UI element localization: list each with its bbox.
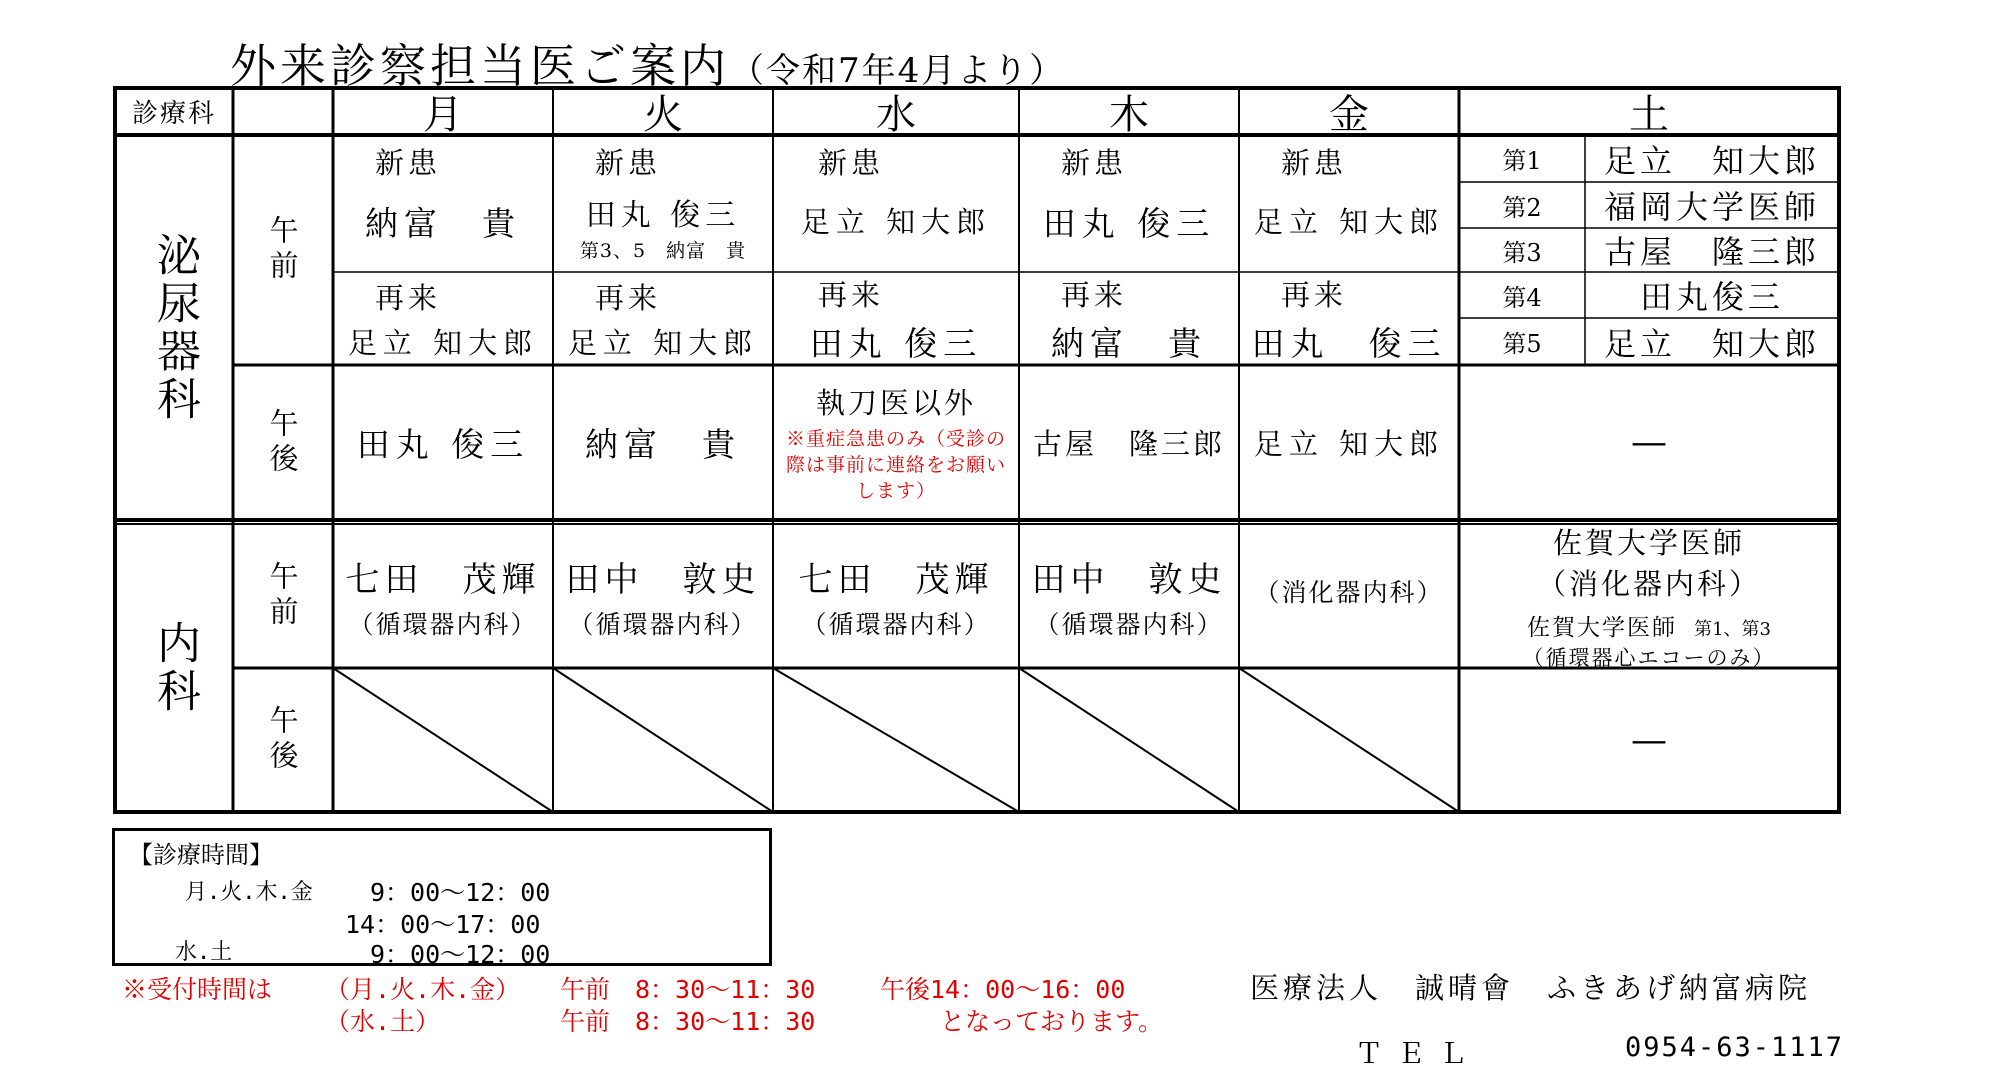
day-header-wed: 水 <box>876 92 916 138</box>
tag-new: 新患 <box>594 146 661 180</box>
tag-new: 新患 <box>817 146 884 180</box>
cell-uro-am-new-thu <box>1019 135 1239 272</box>
tag-return: 再来 <box>1060 277 1127 312</box>
sat-doctor-name: 田丸俊三 <box>1639 278 1784 316</box>
cell-uro-pm-fri: 足立 知大郎 <box>1253 427 1445 461</box>
tag-return: 再来 <box>594 280 661 315</box>
doctor-name: 田丸 俊三 <box>809 323 983 363</box>
doctor-name: 田丸 俊三 <box>1251 323 1447 363</box>
half-label-urology-am <box>233 135 333 365</box>
day-header-sat: 土 <box>1629 92 1669 138</box>
hours-time: 14：00〜17：00 <box>345 910 541 939</box>
dept-name-urology: 泌尿器科 <box>149 231 200 424</box>
specialty: （循環器内科） <box>348 609 538 639</box>
doctor-name: 七田 茂輝 <box>798 559 994 600</box>
tag-return: 再来 <box>817 277 884 312</box>
sat-week-label: 第4 <box>1502 283 1542 312</box>
doctor-note: 第3、5 納富 貴 <box>579 240 747 262</box>
reception-pm-1: 午後14：00〜16：00 <box>880 975 1126 1004</box>
dept-column-header: 診療科 <box>131 99 216 129</box>
cell-int-am-fri <box>1239 524 1459 668</box>
cell-int-am-thu <box>1019 524 1239 668</box>
specialty: （消化器内科） <box>1254 578 1444 607</box>
hours-days: 水.土 <box>175 940 233 965</box>
dept-label-urology <box>115 135 233 520</box>
reception-label: ※受付時間は <box>122 975 273 1004</box>
hours-title: 【診療時間】 <box>129 841 273 869</box>
dept-label-internal <box>115 524 233 812</box>
hours-days: 月.火.木.金 <box>185 880 313 905</box>
tag-new: 新患 <box>374 146 441 180</box>
cell-uro-pm-sat: — <box>1631 422 1667 463</box>
tag-new: 新患 <box>1280 146 1347 180</box>
hours-box <box>112 828 772 969</box>
cell-uro-pm-wed <box>773 365 1019 520</box>
doctor-name: 納富 貴 <box>1051 323 1207 363</box>
cell-int-am-mon <box>333 524 553 668</box>
diagonal-slash-tue <box>553 668 773 812</box>
cell-uro-am-return-fri <box>1239 272 1459 365</box>
sat-doctor-line1: 佐賀大学医師 <box>1552 525 1745 560</box>
half-label-urology-pm <box>233 365 333 520</box>
cell-uro-am-new-wed <box>773 135 1019 272</box>
cell-uro-am-return-wed <box>773 272 1019 365</box>
half-label-internal-am <box>233 524 333 668</box>
diagonal-slash-thu <box>1019 668 1239 812</box>
doctor-name: 足立 知大郎 <box>800 205 992 239</box>
sat-week-label: 第5 <box>1502 330 1542 358</box>
diagonal-slash-fri <box>1239 668 1459 812</box>
tag-return: 再来 <box>1280 277 1347 312</box>
cell-uro-pm-mon: 田丸 俊三 <box>356 425 530 464</box>
cell-int-am-sat <box>1459 524 1839 668</box>
hours-time: 9：00〜12：00 <box>370 878 551 907</box>
diagonal-slash-wed <box>773 668 1019 812</box>
specialty: （循環器内科） <box>1034 609 1224 639</box>
dept-name-internal: 内科 <box>149 620 200 716</box>
urgent-note: ※重症急患のみ（受診の際は事前に連絡をお願いします） <box>785 428 1006 502</box>
sat-week-label: 第2 <box>1502 193 1542 222</box>
day-header-fri: 金 <box>1329 92 1369 138</box>
cell-uro-am-return-mon <box>333 272 553 365</box>
cell-uro-pm-tue: 納富 貴 <box>585 425 741 464</box>
half-label-internal-pm <box>233 668 333 812</box>
doctor-name: 納富 貴 <box>365 204 521 243</box>
cell-uro-pm-thu: 古屋 隆三郎 <box>1032 427 1225 461</box>
day-header-mon: 月 <box>423 92 463 138</box>
pm-label: 午後 <box>265 705 300 775</box>
doctor-name: 七田 茂輝 <box>345 559 541 600</box>
sat-doctor-name: 古屋 隆三郎 <box>1603 233 1820 271</box>
sat-doctor-name: 足立 知大郎 <box>1603 141 1820 180</box>
sat-doctor-line3 <box>1527 609 1771 642</box>
reception-am-2: 午前 8：30〜11：30 <box>560 1007 816 1036</box>
title-subtitle: （令和7年4月より） <box>730 51 1066 91</box>
sat-doctor-name: 佐賀大学医師 <box>1527 614 1677 641</box>
sat-specialty-line4: （循環器心エコーのみ） <box>1522 645 1776 670</box>
tel-label: ＴＥＬ <box>1355 1037 1482 1070</box>
cell-uro-am-new-fri <box>1239 135 1459 272</box>
day-header-tue: 火 <box>643 92 683 138</box>
day-header-thu: 木 <box>1109 92 1149 138</box>
doctor-name: 足立 知大郎 <box>567 325 759 360</box>
cell-uro-am-return-thu <box>1019 272 1239 365</box>
cell-int-am-wed <box>773 524 1019 668</box>
am-label: 午前 <box>265 215 300 285</box>
cell-uro-am-return-tue <box>553 272 773 365</box>
doctor-name: 足立 知大郎 <box>1253 205 1445 239</box>
cell-uro-am-new-mon <box>333 135 553 272</box>
doctor-name: 田丸 俊三 <box>585 198 741 233</box>
diagonal-slash-mon <box>333 668 553 812</box>
sat-doctor-name: 福岡大学医師 <box>1603 188 1820 226</box>
sat-week-label: 第3 <box>1502 238 1542 267</box>
specialty: （循環器内科） <box>801 609 991 639</box>
tag-return: 再来 <box>374 280 441 315</box>
tel-number: 0954-63-1117 <box>1625 1032 1845 1063</box>
reception-am-1: 午前 8：30〜11：30 <box>560 975 816 1004</box>
cell-uro-am-new-tue <box>553 135 773 272</box>
doctor-name: 執刀医以外 <box>815 386 976 420</box>
hours-time: 9：00〜12：00 <box>370 940 551 969</box>
am-label: 午前 <box>265 561 300 631</box>
hospital-name: 医療法人 誠晴會 ふきあげ納富病院 <box>1250 971 1812 1005</box>
sat-week-label: 第1 <box>1502 147 1542 175</box>
specialty: （循環器内科） <box>568 609 758 639</box>
sat-week-note: 第1、第3 <box>1694 618 1771 640</box>
cell-int-pm-sat: — <box>1631 719 1667 761</box>
doctor-name: 田丸 俊三 <box>1042 204 1216 243</box>
tag-new: 新患 <box>1060 146 1127 180</box>
reception-days-2: （水.土） <box>325 1007 441 1036</box>
sat-doctor-name: 足立 知大郎 <box>1603 324 1820 363</box>
sat-specialty-line2: （消化器内科） <box>1536 566 1761 601</box>
doctor-name: 田中 敦史 <box>565 559 761 600</box>
pm-label: 午後 <box>265 407 300 478</box>
doctor-name: 田中 敦史 <box>1031 559 1227 600</box>
cell-int-am-tue <box>553 524 773 668</box>
reception-days-1: （月.火.木.金） <box>325 975 521 1004</box>
doctor-name: 足立 知大郎 <box>347 325 539 360</box>
reception-end: となっております。 <box>940 1007 1164 1036</box>
title-main: 外来診察担当医ご案内 <box>230 39 730 93</box>
